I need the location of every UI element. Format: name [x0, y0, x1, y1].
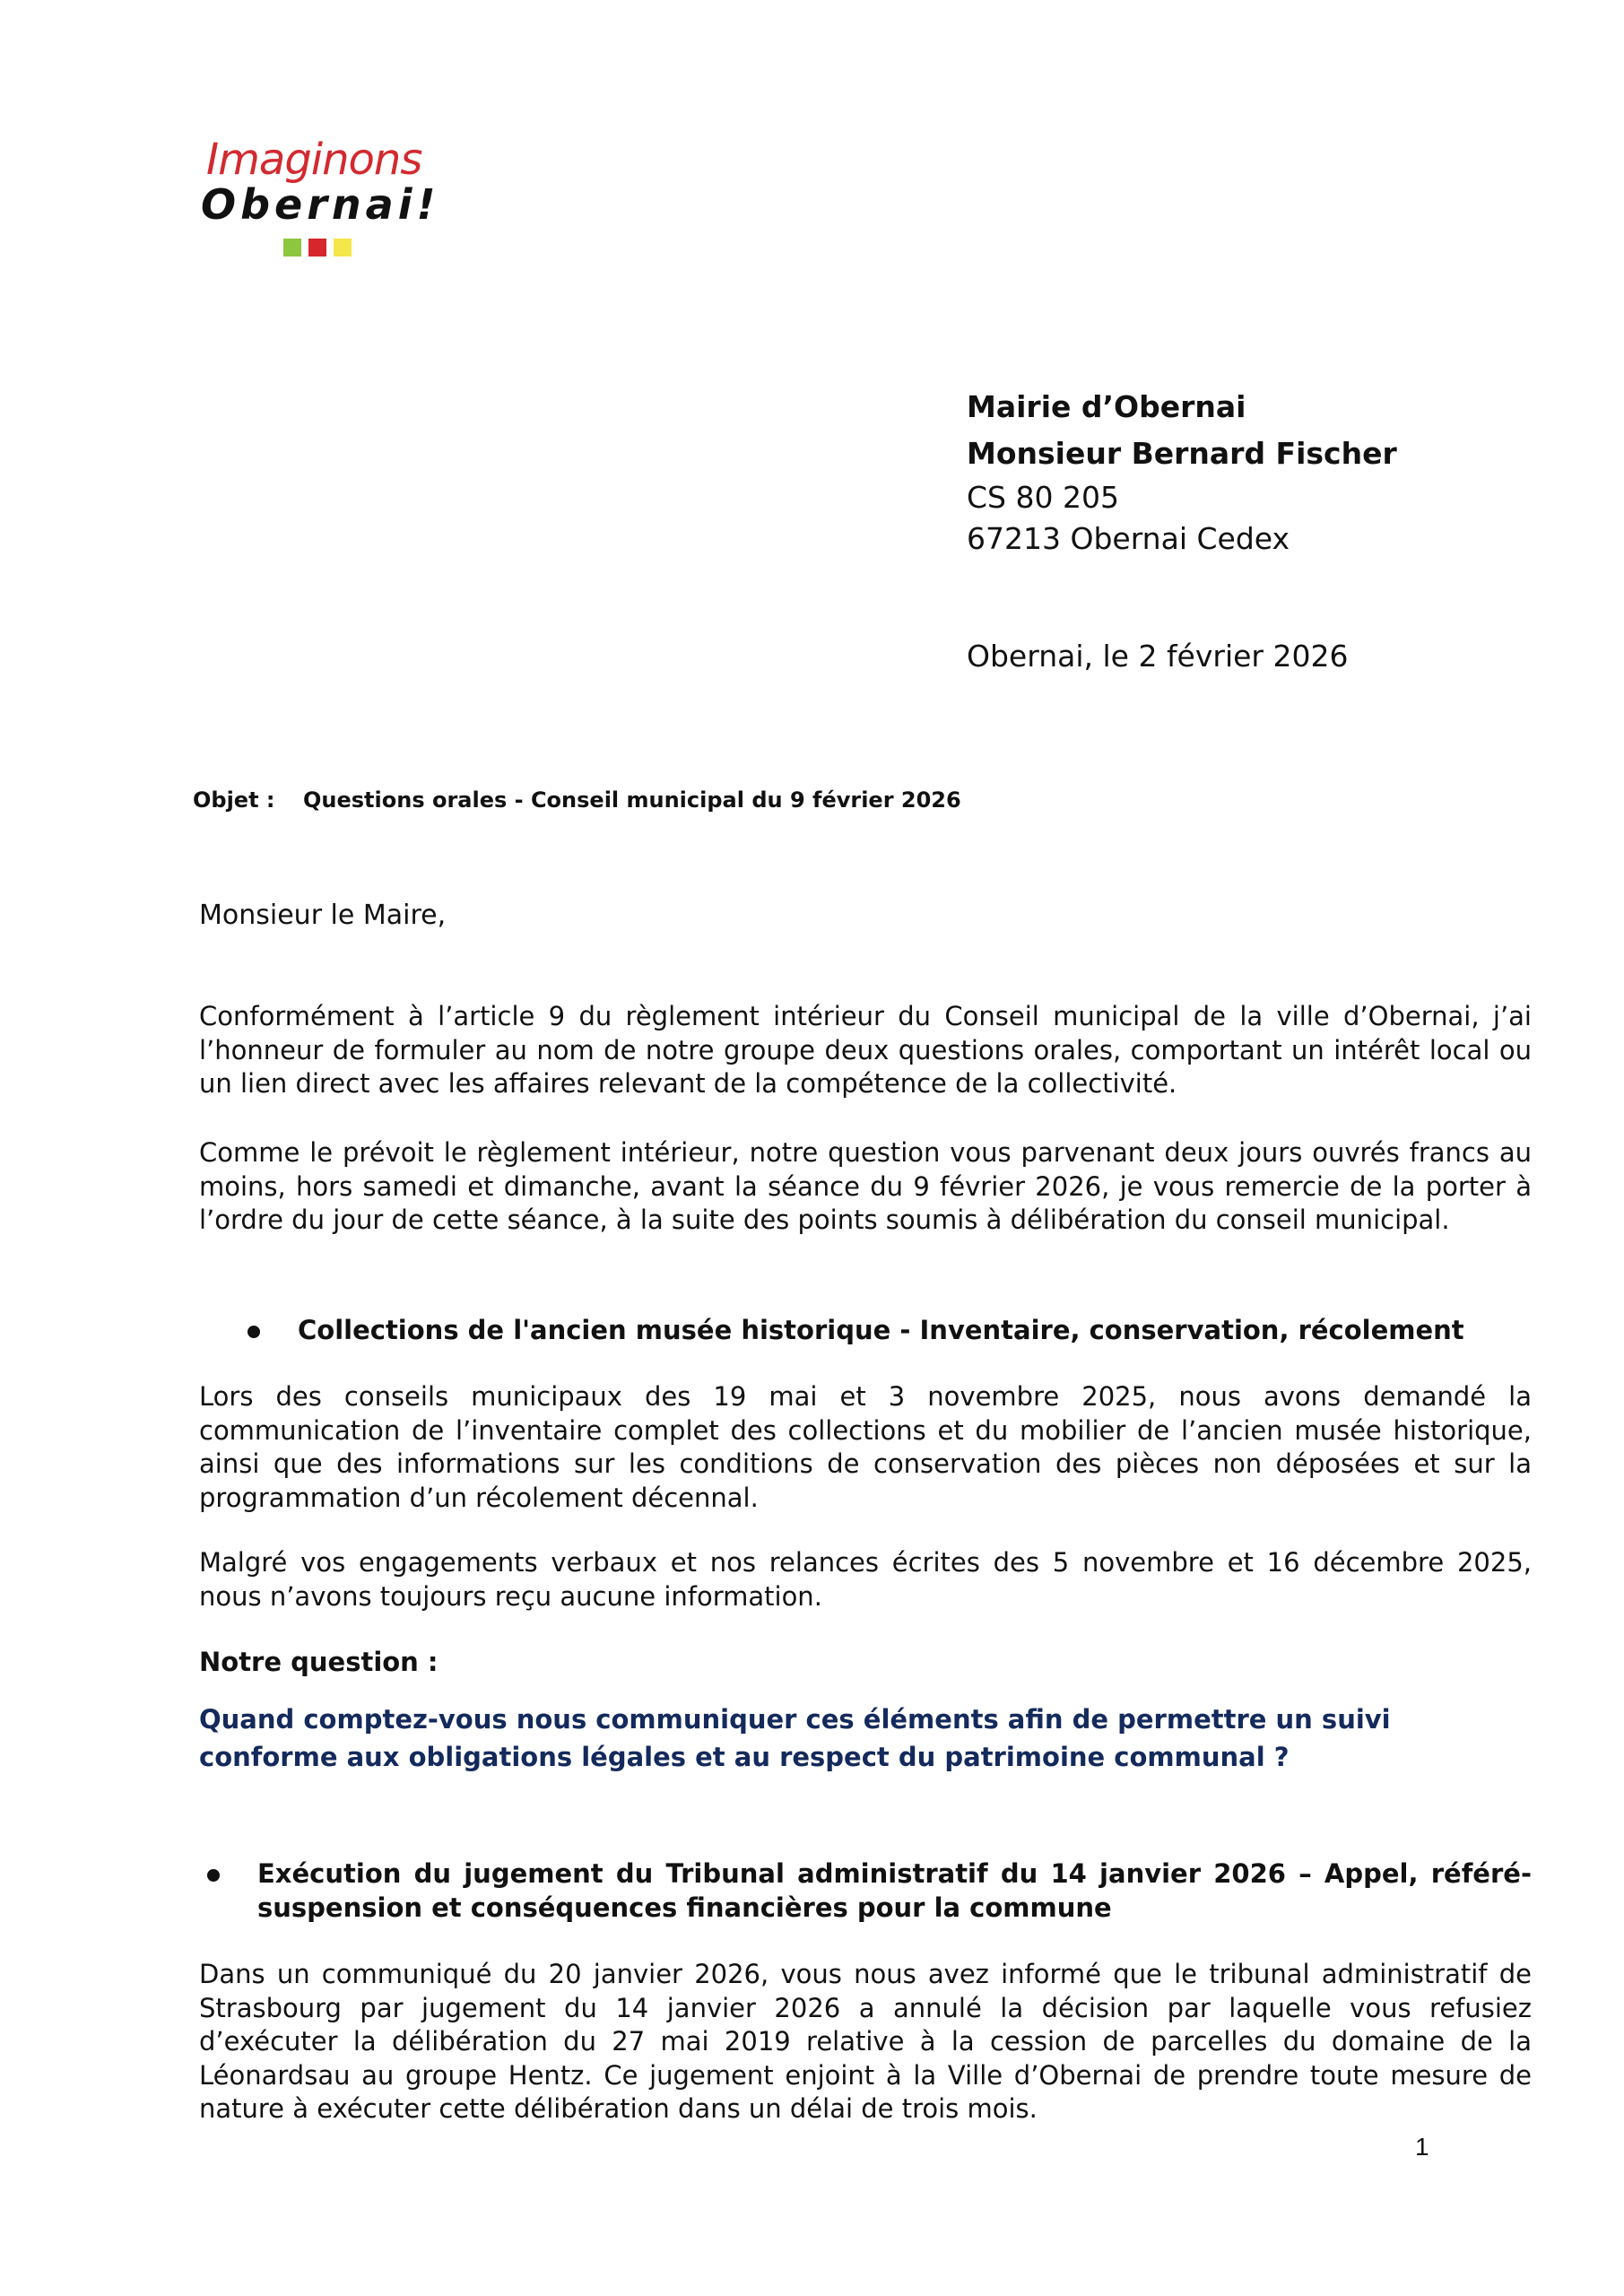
section-1-paragraph-2: Malgré vos engagements verbaux et nos relances écrites des 5 novembre et 16 décembre 2025, nous n’avons toujours reçu aucune information.: [199, 1547, 1532, 1612]
recipient-address-line2: 67213 Obernai Cedex: [967, 521, 1290, 556]
logo-squares: [283, 239, 352, 257]
logo-square-green-icon: [283, 239, 301, 257]
subject-text: Questions orales - Conseil municipal du 9 février 2026: [303, 787, 961, 813]
section-1-heading: [248, 1314, 1532, 1348]
paragraph-procedure: Comme le prévoit le règlement intérieur, notre question vous parvenant deux jours ouvrés francs au moins, hors samedi et dimanche, avant la séance du 9 février 2026, je vous remercie de la porter à l’ordre du jour de cette séance, à la suite des points soumis à délibération du conseil municipal.: [199, 1137, 1532, 1235]
section-2-title: Exécution du jugement du Tribunal administratif du 14 janvier 2026 – Appel, référé-suspension et conséquences financières pour la commune: [257, 1858, 1532, 1923]
section-2-paragraph-1: Dans un communiqué du 20 janvier 2026, vous nous avez informé que le tribunal administratif de Strasbourg par jugement du 14 janvier 2026 a annulé la décision par laquelle vous refusiez d’exécuter la délibération du 27 mai 2019 relative à la cession de parcelles du domaine de la Léonardsau au groupe Hentz. Ce jugement enjoint à la Ville d’Obernai de prendre toute mesure de nature à exécuter cette délibération dans un délai de trois mois.: [199, 1959, 1532, 2124]
logo: [199, 133, 450, 267]
salutation: Monsieur le Maire,: [199, 900, 447, 931]
recipient-address-line1: CS 80 205: [967, 480, 1119, 515]
bullet-icon: [207, 1869, 220, 1882]
logo-square-yellow-icon: [334, 239, 352, 257]
recipient-name: Monsieur Bernard Fischer: [967, 436, 1397, 471]
bullet-icon: [248, 1326, 260, 1338]
logo-text-imaginons: Imaginons: [206, 135, 422, 185]
logo-square-red-icon: [308, 239, 326, 257]
letter-date: Obernai, le 2 février 2026: [967, 639, 1349, 674]
page-number: 1: [1415, 2133, 1429, 2161]
recipient-organization: Mairie d’Obernai: [967, 389, 1246, 424]
paragraph-intro: Conformément à l’article 9 du règlement intérieur du Conseil municipal de la ville d’Obernai, j’ai l’honneur de formuler au nom de notre groupe deux questions orales, comportant un intérêt local ou un lien direct avec les affaires relevant de la compétence de la collectivité.: [199, 1001, 1532, 1099]
subject-line: [193, 787, 961, 813]
section-1-question: Quand comptez-vous nous communiquer ces éléments afin de permettre un suivi conforme aux obligations légales et au respect du patrimoine communal ?: [199, 1704, 1391, 1772]
section-1-paragraph-1: Lors des conseils municipaux des 19 mai et 3 novembre 2025, nous avons demandé la communication de l’inventaire complet des collections et du mobilier de l’ancien musée historique, ainsi que des informations sur les conditions de conservation des pièces non déposées et sur la programmation d’un récolement décennal.: [199, 1381, 1532, 1513]
logo-text-obernai: Obernai!: [201, 180, 440, 229]
section-2-heading: [207, 1857, 1532, 1925]
section-1-title: Collections de l'ancien musée historique - Inventaire, conservation, récolement: [298, 1315, 1464, 1345]
recipient-address: [967, 384, 1397, 560]
subject-label: Objet :: [193, 787, 275, 813]
question-label: Notre question :: [199, 1647, 439, 1677]
